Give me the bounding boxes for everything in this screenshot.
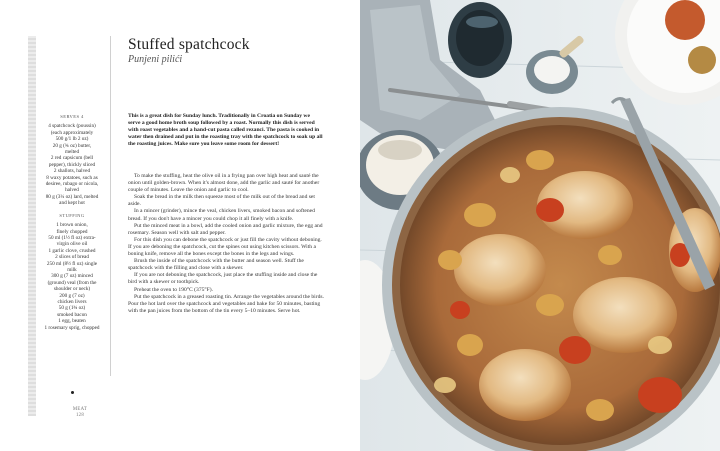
stuffing-ingredient-line: chicken livers — [57, 298, 87, 305]
recipe-subtitle: Punjeni pilići — [128, 54, 183, 65]
ingredients-list — [40, 123, 104, 206]
stuffing-ingredient-line: 50 ml (1½ fl oz) extra- — [48, 234, 96, 241]
method-paragraph: Preheat the oven to 190°C (375°F). — [134, 286, 214, 293]
stuffing-ingredient-line: 1 rosemary sprig, chopped — [44, 324, 100, 331]
stuffing-ingredient-line: 300 g (7 oz) minced — [51, 273, 93, 280]
ingredient-line: 8 waxy potatoes, such as — [46, 174, 98, 181]
stuffing-ingredient-line: finely chopped — [56, 228, 88, 235]
photo-illustration — [360, 0, 720, 451]
ingredient-line: 500 g/1 lb 2 oz) — [55, 136, 89, 143]
serves-heading: SERVES 4 — [60, 114, 84, 119]
stuffing-ingredient-line: 1 garlic clove, crushed — [48, 247, 96, 254]
ingredient-line: melted — [64, 149, 80, 156]
stuffing-ingredient-line: 50 g (1¾ oz) — [58, 305, 86, 312]
footer-section: MEAT — [72, 407, 88, 412]
method-paragraph: Soak the bread in the milk then squeeze most of the milk out of the bread and set aside. — [128, 194, 315, 208]
recipe-method — [128, 173, 326, 315]
method-paragraph: If you are not deboning the spatchcock, just place the stuffing inside and close the bird with a skewer or toothpick. — [128, 272, 318, 286]
recipe-intro: This is a great dish for Sunday lunch. Traditionally in Croatia on Sunday we serve a good home broth soup followed by a roast. Normally this dish is served with roast vegetables and a hand-cut pasta called rezanci. The pasta is cooked in water then drained and put in the roasting tray with the spatchcock to soak up all the roasting juices. Make sure you leave some room for dessert! — [128, 113, 323, 148]
ingredient-line: 80 g (3¼ oz) lard, melted — [45, 193, 99, 200]
method-paragraph: In a mincer (grinder), mince the veal, chicken livers, smoked bacon and softened bread. If you don't have a mincer you could chop it all finely with a knife. — [128, 208, 315, 222]
method-paragraph: For this dish you can debone the spatchcock or just fill the cavity without deboning. If you are deboning the spatchcock, cut the spines out using kitchen scissors. With a boning knife, remove all the bones except the bones in the legs and wings. — [128, 236, 322, 258]
page-number: 128 — [75, 413, 85, 418]
stuffing-ingredient-line: shoulder or neck) — [53, 286, 91, 293]
recipe-title: Stuffed spatchcock — [128, 36, 250, 53]
ingredient-line: (each approximately — [50, 129, 94, 136]
ingredient-line: halved — [65, 187, 79, 194]
page-footer — [60, 407, 100, 419]
ingredient-line: pepper), thickly sliced — [48, 161, 96, 168]
stuffing-ingredient-line: 1 egg, beaten — [58, 318, 86, 325]
stuffing-ingredient-line: 1 brown onion, — [56, 222, 88, 229]
food-photo — [360, 0, 720, 451]
ingredient-line: and kept hot — [59, 200, 85, 207]
decorative-strip — [28, 36, 36, 416]
stuffing-ingredient-line: smoked bacon — [57, 311, 87, 318]
stuffing-ingredient-line: virgin olive oil — [56, 241, 88, 248]
ingredient-line: desiree, rubago or nicola, — [45, 181, 99, 188]
stuffing-ingredient-line: (ground) veal (from the — [47, 279, 97, 286]
method-paragraph: To make the stuffing, heat the olive oil in a frying pan over high heat and sauté the onion until golden-brown. When it's almost done, add the garlic and sauté for another couple of minutes. Leave the onion and garlic to cool. — [128, 173, 320, 194]
stuffing-ingredient-line: milk — [67, 266, 77, 273]
ingredients-column — [40, 114, 104, 331]
method-paragraph: Put the spatchcock in a greased roasting tin. Arrange the vegetables around the birds. Pour the hot lard over the spatchcock and vegetables and bake for 50 minutes, basting with the pan juices from the bottom of the tin every 5–10 minutes. Serve hot. — [128, 293, 324, 314]
ingredient-line: 4 spatchcock (poussin) — [48, 123, 96, 130]
ingredient-line: 20 g (¾ oz) butter, — [52, 142, 92, 149]
ingredient-line: 2 red capsicum (bell — [50, 155, 94, 162]
ingredient-line: 2 shallots, halved — [53, 168, 91, 175]
stuffing-ingredient-line: 2 slices of bread — [55, 254, 89, 261]
ornament-dot — [71, 391, 74, 394]
column-divider — [110, 36, 111, 376]
stuffing-ingredient-line: 200 g (7 oz) — [59, 292, 85, 299]
stuffing-heading: STUFFING — [59, 212, 85, 218]
method-paragraph: Brush the inside of the spatchcock with the butter and season well. Stuff the spatchcock with the filling and close with a skewer. — [128, 258, 304, 272]
method-paragraph: Put the minced meat in a bowl, add the cooled onion and garlic mixture, the egg and rosemary. Season well with salt and pepper. — [128, 222, 323, 236]
stuffing-ingredient-line: 250 ml (8½ fl oz) single — [46, 260, 98, 267]
stuffing-ingredients-list — [40, 222, 104, 331]
